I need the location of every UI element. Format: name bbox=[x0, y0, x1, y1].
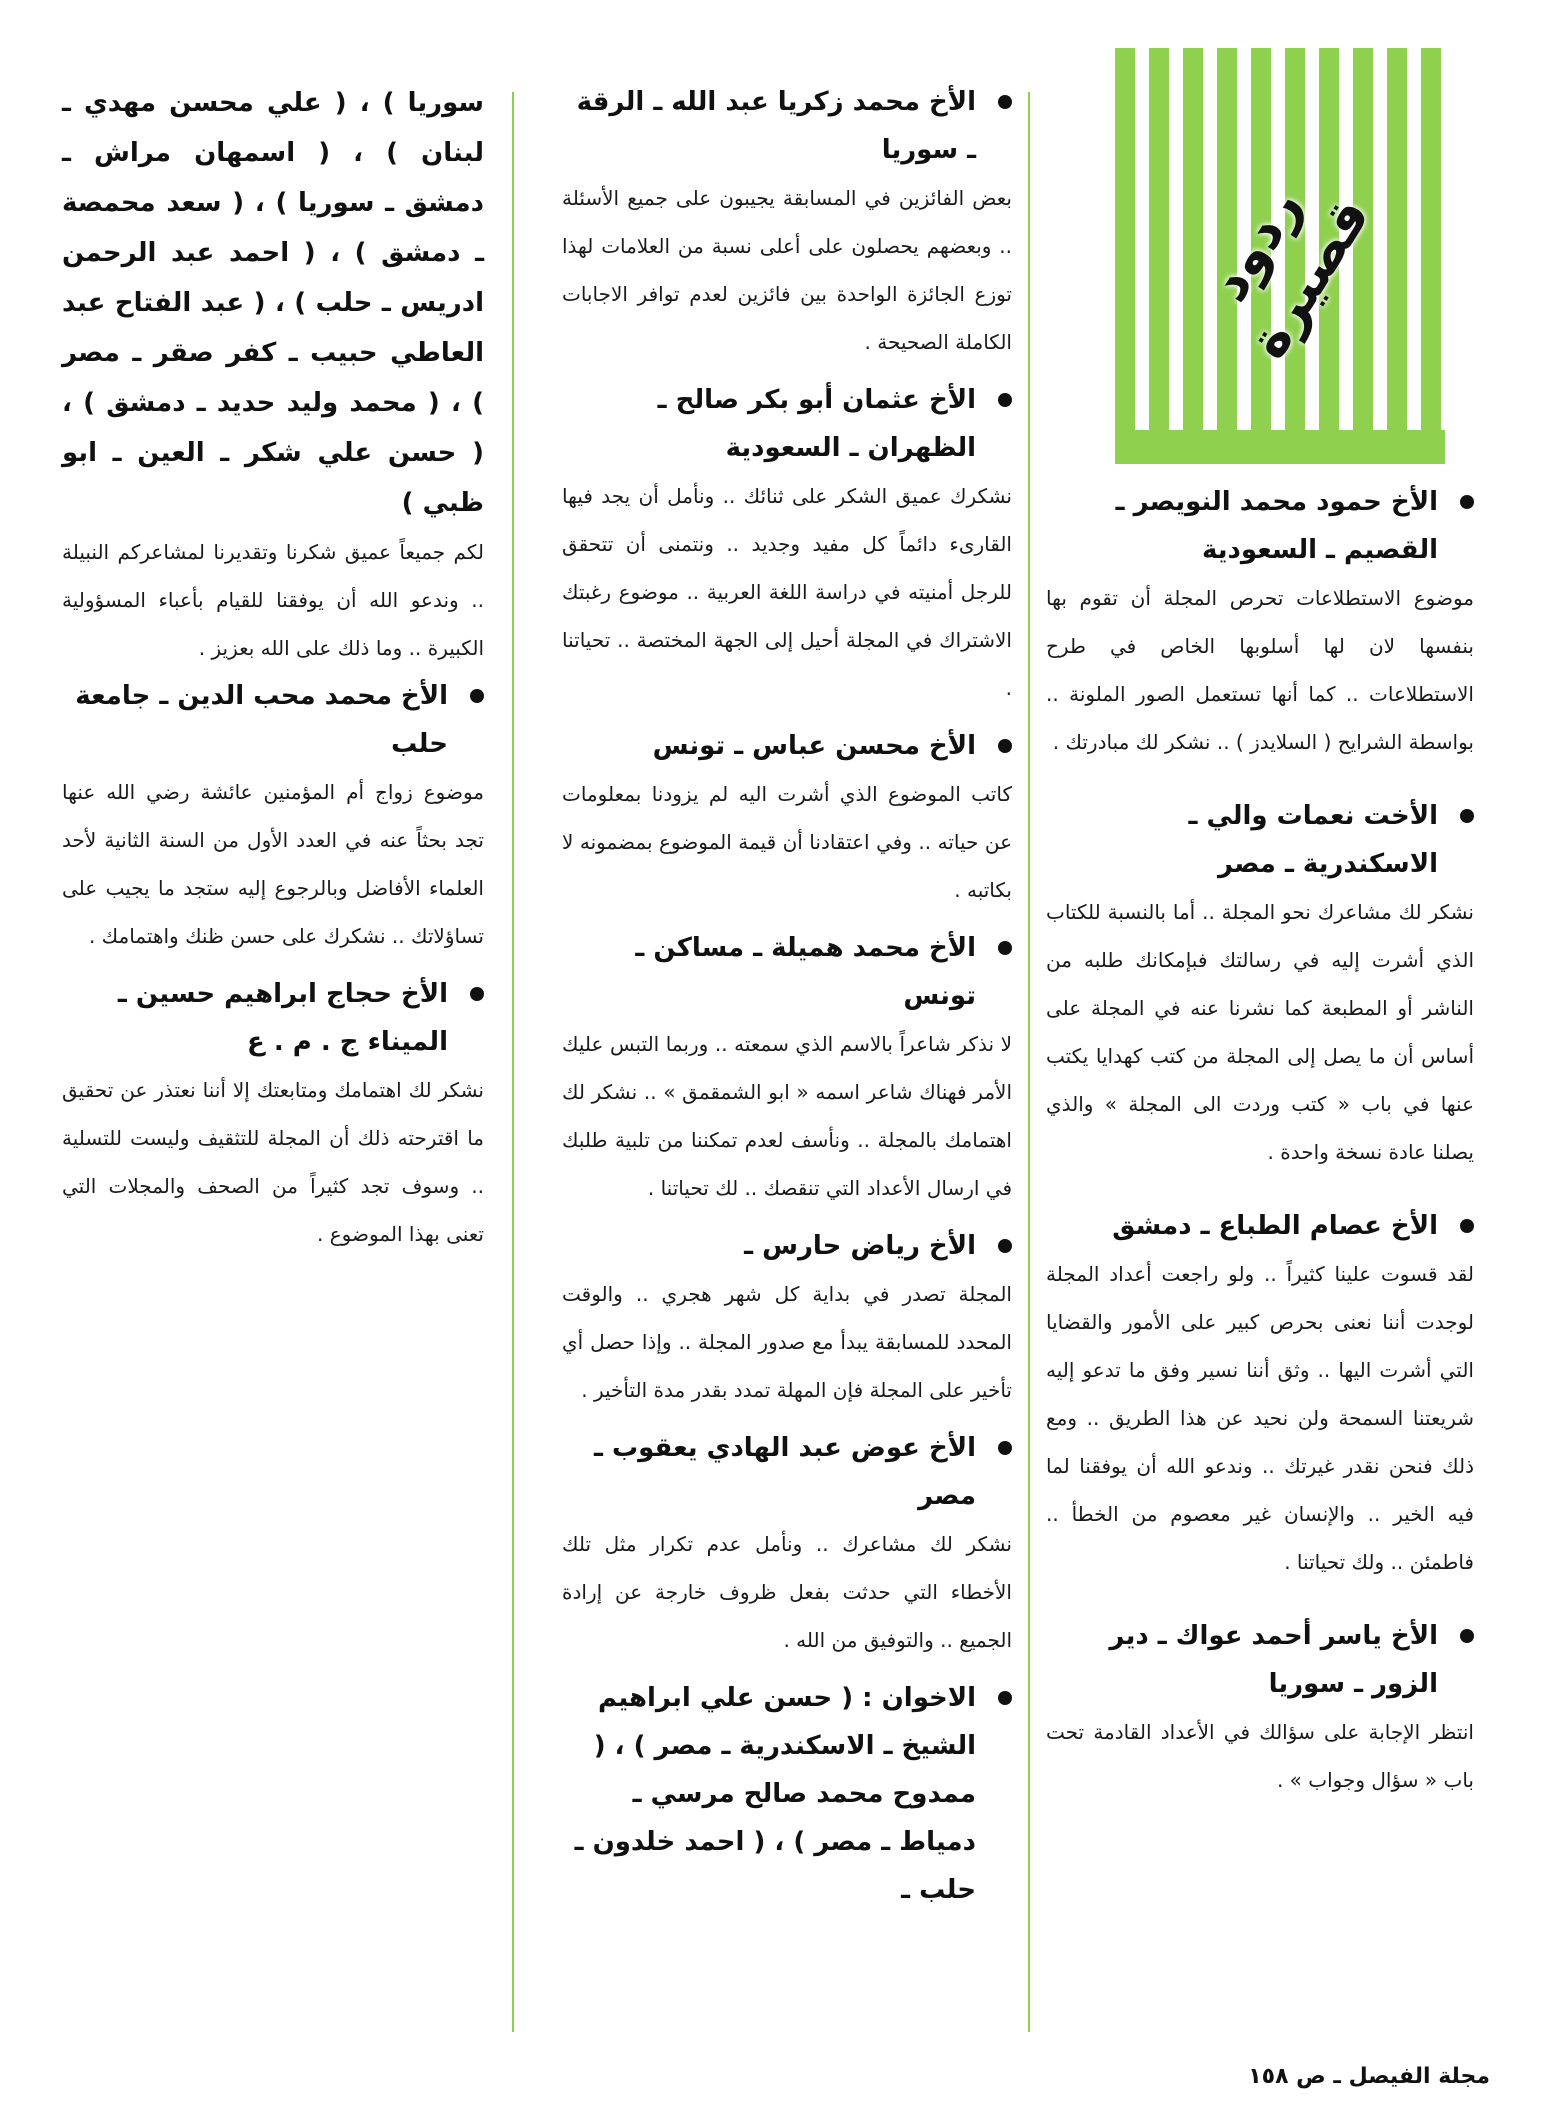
page-footer: مجلة الفيصل ـ ص ١٥٨ bbox=[1248, 2064, 1490, 2089]
entry-reply: لا نذكر شاعراً بالاسم الذي سمعته .. وربما التبس عليك الأمر فهناك شاعر اسمه « ابو الشمقمق » .. نشكر لك اهتمامك بالمجلة .. ونأسف لعدم تمكننا من تلبية طلبك في ارسال الأعداد التي تنقصك .. لك تحياتنا . bbox=[562, 1032, 1012, 1200]
title-banner bbox=[1115, 48, 1445, 464]
entry-heading: الأخ محسن عباس ـ تونس bbox=[562, 722, 1012, 770]
entry-heading: الأخ رياض حارس ـ bbox=[562, 1222, 1012, 1270]
letter-entry bbox=[1046, 1202, 1474, 1586]
entry-reply: لكم جميعاً عميق شكرنا وتقديرنا لمشاعركم النبيلة .. وندعو الله أن يوفقنا للقيام بأعباء المسؤولية الكبيرة .. وما ذلك على الله بعزيز . bbox=[62, 540, 484, 660]
bullet-icon bbox=[470, 987, 484, 1001]
bullet-icon bbox=[998, 739, 1012, 753]
letter-entry bbox=[1046, 478, 1474, 766]
entry-heading: الأخ حمود محمد النويصر ـ القصيم ـ السعودية bbox=[1046, 478, 1474, 574]
names-continuation: سوريا ) ، ( علي محسن مهدي ـ لبنان ) ، ( اسمهان مراش ـ دمشق ـ سوريا ) ، ( سعد محمصة ـ دمشق ) ، ( احمد عبد الرحمن ادريس ـ حلب ) ، ( عبد الفتاح عبد العاطي حبيب ـ كفر صقر ـ مصر ) ، ( محمد وليد حديد ـ دمشق ) ، ( حسن علي شكر ـ العين ـ ابو ظبي ) bbox=[62, 88, 484, 518]
column-divider-left bbox=[512, 92, 514, 2032]
letter-entry bbox=[62, 672, 484, 960]
letter-entry bbox=[562, 1222, 1012, 1414]
entry-reply: بعض الفائزين في المسابقة يجيبون على جميع الأسئلة .. وبعضهم يحصلون على أعلى نسبة من العلامات لهذا توزع الجائزة الواحدة بين فائزين لعدم توافر الاجابات الكاملة الصحيحة . bbox=[562, 186, 1012, 354]
entry-heading: الاخوان : ( حسن علي ابراهيم الشيخ ـ الاسكندرية ـ مصر ) ، ( ممدوح محمد صالح مرسي ـ دمياط ـ مصر ) ، ( احمد خلدون ـ حلب ـ bbox=[562, 1674, 1012, 1914]
entry-heading: الأخ محمد زكريا عبد الله ـ الرقة ـ سوريا bbox=[562, 78, 1012, 174]
bullet-icon bbox=[1460, 1629, 1474, 1643]
bullet-icon bbox=[998, 95, 1012, 109]
title-banner-base bbox=[1115, 430, 1445, 464]
entry-reply: موضوع الاستطلاعات تحرص المجلة أن تقوم بها بنفسها لان لها أسلوبها الخاص في طرح الاستطلاعات .. كما أنها تستعمل الصور الملونة .. بواسطة الشرايح ( السلايدز ) .. نشكر لك مبادرتك . bbox=[1046, 586, 1474, 754]
column-divider-right bbox=[1028, 92, 1030, 2032]
entry-reply: نشكر لك اهتمامك ومتابعتك إلا أننا نعتذر عن تحقيق ما اقترحته ذلك أن المجلة للتثقيف وليست للتسلية .. وسوف تجد كثيراً من الصحف والمجلات التي تعنى بهذا الموضوع . bbox=[62, 1078, 484, 1246]
entry-heading: الأخ محمد محب الدين ـ جامعة حلب bbox=[62, 672, 484, 768]
column-right bbox=[1046, 478, 1474, 1830]
bullet-icon bbox=[998, 393, 1012, 407]
bullet-icon bbox=[1460, 809, 1474, 823]
entry-reply: المجلة تصدر في بداية كل شهر هجري .. والوقت المحدد للمسابقة يبدأ مع صدور المجلة .. وإذا حصل أي تأخير على المجلة فإن المهلة تمدد بقدر مدة التأخير . bbox=[562, 1282, 1012, 1402]
entry-reply: كاتب الموضوع الذي أشرت اليه لم يزودنا بمعلومات عن حياته .. وفي اعتقادنا أن قيمة الموضوع بمضمونه لا بكاتبه . bbox=[562, 782, 1012, 902]
entry-heading: الأخت نعمات والي ـ الاسكندرية ـ مصر bbox=[1046, 792, 1474, 888]
column-left bbox=[62, 78, 484, 1268]
bullet-icon bbox=[998, 1441, 1012, 1455]
bullet-icon bbox=[998, 1239, 1012, 1253]
entry-reply: لقد قسوت علينا كثيراً .. ولو راجعت أعداد المجلة لوجدت أننا نعنى بحرص كبير على الأمور والقضايا التي أشرت اليها .. وثق أننا نسير وفق ما تدعو إليه شريعتنا السمحة ولن نحيد عن هذا الطريق .. ومع ذلك فنحن نقدر غيرتك .. وندعو الله أن يوفقنا لما فيه الخير .. والإنسان غير معصوم من الخطأ .. فاطمئن .. ولك تحياتنا . bbox=[1046, 1262, 1474, 1574]
bullet-icon bbox=[470, 689, 484, 703]
letter-entry bbox=[562, 376, 1012, 712]
entry-reply: موضوع زواج أم المؤمنين عائشة رضي الله عنها تجد بحثاً عنه في العدد الأول من السنة الثانية لأحد العلماء الأفاضل وبالرجوع إليه ستجد ما يجيب على تساؤلاتك .. نشكرك على حسن ظنك واهتمامك . bbox=[62, 780, 484, 948]
bullet-icon bbox=[998, 941, 1012, 955]
entry-heading: الأخ عوض عبد الهادي يعقوب ـ مصر bbox=[562, 1424, 1012, 1520]
letter-entry bbox=[62, 970, 484, 1258]
letter-entry bbox=[562, 722, 1012, 914]
entry-heading: الأخ حجاج ابراهيم حسين ـ الميناء ج . م . ع bbox=[62, 970, 484, 1066]
bullet-icon bbox=[998, 1691, 1012, 1705]
letter-entry bbox=[1046, 792, 1474, 1176]
letter-entry bbox=[562, 924, 1012, 1212]
entry-heading: الأخ عثمان أبو بكر صالح ـ الظهران ـ السعودية bbox=[562, 376, 1012, 472]
column-middle bbox=[562, 78, 1012, 1924]
entry-reply: نشكرك عميق الشكر على ثنائك .. ونأمل أن يجد فيها القارىء دائماً كل مفيد وجديد .. ونتمنى أن تتحقق للرجل أمنيته في دراسة اللغة العربية .. موضوع رغبتك الاشتراك في المجلة أحيل إلى الجهة المختصة .. تحياتنا . bbox=[562, 484, 1012, 700]
letter-entry bbox=[1046, 1612, 1474, 1804]
section-title: ردود قصيرة bbox=[1196, 176, 1383, 370]
entry-reply: نشكر لك مشاعرك نحو المجلة .. أما بالنسبة للكتاب الذي أشرت إليه في رسالتك فبإمكانك طلبه من الناشر أو المطبعة كما نشرنا عنه في المجلة على أساس أن ما يصل إلى المجلة من كتب كهدايا يكتب عنها في باب « كتب وردت الى المجلة » والذي يصلنا عادة نسخة واحدة . bbox=[1046, 900, 1474, 1164]
entry-heading: الأخ عصام الطباع ـ دمشق bbox=[1046, 1202, 1474, 1250]
letter-entry bbox=[562, 78, 1012, 366]
bullet-icon bbox=[1460, 495, 1474, 509]
entry-heading: الأخ محمد هميلة ـ مساكن ـ تونس bbox=[562, 924, 1012, 1020]
entry-reply: نشكر لك مشاعرك .. ونأمل عدم تكرار مثل تلك الأخطاء التي حدثت بفعل ظروف خارجة عن إرادة الجميع .. والتوفيق من الله . bbox=[562, 1532, 1012, 1652]
entry-heading: الأخ ياسر أحمد عواك ـ دير الزور ـ سوريا bbox=[1046, 1612, 1474, 1708]
letter-entry bbox=[562, 1674, 1012, 1914]
letter-entry bbox=[562, 1424, 1012, 1664]
entry-reply: انتظر الإجابة على سؤالك في الأعداد القادمة تحت باب « سؤال وجواب » . bbox=[1046, 1720, 1474, 1792]
bullet-icon bbox=[1460, 1219, 1474, 1233]
